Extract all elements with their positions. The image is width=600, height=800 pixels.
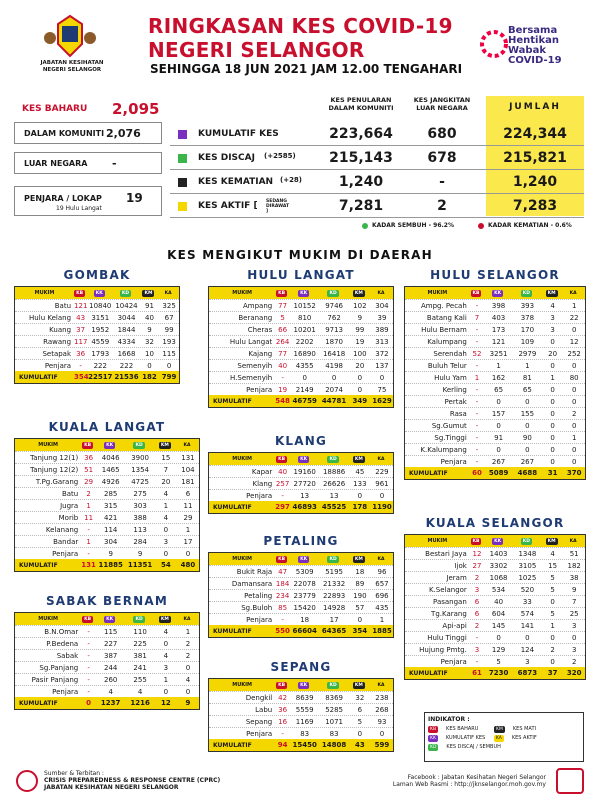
district-title: GOMBAK <box>63 268 131 282</box>
tag-km: KM <box>354 556 363 562</box>
tag-kb: KB <box>278 290 286 296</box>
tag-kk: KK <box>106 616 114 622</box>
table-row: Hulu Langat 264 2202 1870 19 313 <box>209 335 393 347</box>
table-row: Ampang 77 10152 9746 102 304 <box>209 299 393 311</box>
rate-sembuh: KADAR SEMBUH - 96.2% <box>362 222 454 229</box>
table-row: Penjara - 5 3 0 2 <box>405 655 585 667</box>
table-row: Penjara - 4 4 0 0 <box>15 685 199 697</box>
district-title: HULU SELANGOR <box>430 268 560 282</box>
stat-luar: - <box>439 174 445 190</box>
district-table <box>208 286 394 408</box>
table-row: Penjara - 222 222 0 0 <box>15 359 179 371</box>
stat-color-icon <box>178 130 187 139</box>
table-row: Rawang 117 4559 4334 32 193 <box>15 335 179 347</box>
district-table <box>404 534 586 680</box>
table-row: Penjara 19 2149 2074 0 75 <box>209 383 393 395</box>
tag-km: KM <box>144 290 153 296</box>
rate-kematian: KADAR KEMATIAN - 0.6% <box>478 222 572 229</box>
table-row: Sg.Panjang - 244 241 3 0 <box>15 661 199 673</box>
tag-kd: KD <box>121 290 130 296</box>
tag-km: KM <box>160 616 169 622</box>
stat-komuniti: 1,240 <box>338 174 384 190</box>
table-row: Rasa - 157 155 0 2 <box>405 407 585 419</box>
table-row: Kelanang - 114 113 0 1 <box>15 523 199 535</box>
table-row: Hulu Bernam - 173 170 3 0 <box>405 323 585 335</box>
kumulatif-row: KUMULATIF 354 22517 21536 182 799 <box>15 371 179 383</box>
kumulatif-row: KUMULATIF 297 46893 45525 178 1190 <box>209 501 393 513</box>
table-row: K.Selangor 3 534 520 5 9 <box>405 583 585 595</box>
col-luar: KES JANGKITAN LUAR NEGARA <box>413 96 471 112</box>
tag-kd: KD <box>522 538 530 544</box>
table-row: Petaling 234 23779 22893 190 696 <box>209 589 393 601</box>
tag-km: KM <box>547 538 556 544</box>
table-row: Penjara - 13 13 0 0 <box>209 489 393 501</box>
luar-value: - <box>112 157 117 170</box>
stat-jumlah: 1,240 <box>512 174 558 190</box>
col-jumlah: JUMLAH <box>509 102 561 112</box>
table-row: Bukit Raja 47 5309 5195 18 96 <box>209 565 393 577</box>
tag-kb: KB <box>84 616 92 622</box>
table-row: Buluh Telur - 1 1 0 0 <box>405 359 585 371</box>
district-title: KLANG <box>274 434 328 448</box>
table-row: Batu 2 285 275 4 6 <box>15 487 199 499</box>
tag-kk: KK <box>300 556 308 562</box>
district-title: SABAK BERNAM <box>45 594 169 608</box>
tag-ka: KA <box>377 290 385 296</box>
kes-baharu-value: 2,095 <box>112 100 160 118</box>
komuniti-label: DALAM KOMUNITI <box>24 129 105 138</box>
tag-ka: KA <box>164 290 172 296</box>
tag-kd: KD <box>329 682 337 688</box>
table-row: Kalumpang - 121 109 0 12 <box>405 335 585 347</box>
org-name: JABATAN KESIHATAN NEGERI SELANGOR <box>40 60 104 73</box>
table-row: Klang 257 27720 26626 133 961 <box>209 477 393 489</box>
tag-kb: KB <box>472 290 480 296</box>
table-row: Tanjung 12(2) 51 1465 1354 7 104 <box>15 463 199 475</box>
kumulatif-row: KUMULATIF 0 1237 1216 12 9 <box>15 697 199 709</box>
luar-label: LUAR NEGARA <box>24 159 88 168</box>
section-title: KES MENGIKUT MUKIM DI DAERAH <box>167 248 433 262</box>
district-title: HULU LANGAT <box>247 268 355 282</box>
tag-kd: KD <box>329 456 337 462</box>
table-row: Sg.Gumut - 0 0 0 0 <box>405 419 585 431</box>
kumulatif-row: KUMULATIF 548 46759 44781 349 1629 <box>209 395 393 407</box>
tag-kk: KK <box>95 290 103 296</box>
table-row: Beranang 5 810 762 9 39 <box>209 311 393 323</box>
tag-kd: KD <box>135 616 143 622</box>
kes-baharu-label: KES BAHARU <box>22 104 88 114</box>
table-header: MUKIM KB KK KD KM KA <box>209 287 393 299</box>
penjara-value: 19 <box>126 191 143 205</box>
tag-ka: KA <box>377 682 385 688</box>
tag-kb: KB <box>278 556 286 562</box>
stat-jumlah: 215,821 <box>503 150 567 166</box>
stat-color-icon <box>178 154 187 163</box>
tag-ka: KA <box>569 538 577 544</box>
table-row: Dengkil 42 8639 8369 32 238 <box>209 691 393 703</box>
tag-km: KM <box>354 682 363 688</box>
komuniti-value: 2,076 <box>106 127 141 140</box>
penjara-note: 19 Hulu Langat <box>56 205 102 212</box>
table-row: Sg.Buloh 85 15420 14928 57 435 <box>209 601 393 613</box>
district-table <box>14 438 200 572</box>
table-row: Kapar 40 19160 18886 45 229 <box>209 465 393 477</box>
district-table <box>14 286 180 384</box>
tag-kb: KB <box>76 290 84 296</box>
table-row: Semenyih 40 4355 4198 20 137 <box>209 359 393 371</box>
tag-ka: KA <box>183 442 191 448</box>
table-row: Ampg. Pecah - 398 393 4 1 <box>405 299 585 311</box>
col-komuniti: KES PENULARAN DALAM KOMUNITI <box>328 96 394 112</box>
tag-kb: KB <box>472 538 480 544</box>
kumulatif-row: KUMULATIF 61 7230 6873 37 320 <box>405 667 585 679</box>
tag-ka: KA <box>377 456 385 462</box>
footer-left: Sumber & Terbitan : CRISIS PREPAREDNESS & RESPONSE CENTRE (CPRC) JABATAN KESIHATAN NEGERI SELANGOR <box>44 770 221 791</box>
table-row: Tanjung 12(1) 36 4046 3900 15 131 <box>15 451 199 463</box>
stat-komuniti: 223,664 <box>329 126 393 142</box>
stat-row <box>170 124 584 146</box>
tag-kd: KD <box>522 290 530 296</box>
table-header: MUKIM KB KK KD KM KA <box>209 453 393 465</box>
table-row: Penjara - 267 267 0 0 <box>405 455 585 467</box>
tag-kb: KB <box>278 682 286 688</box>
table-header: MUKIM KB KK KD KM KA <box>209 553 393 565</box>
page-title: RINGKASAN KES COVID-19 <box>148 14 453 38</box>
tag-kd: KD <box>135 442 143 448</box>
stat-luar: 680 <box>427 126 457 142</box>
district-title: SEPANG <box>270 660 332 674</box>
table-header: MUKIM KB KK KD KM KA <box>15 613 199 625</box>
tag-kk: KK <box>300 290 308 296</box>
table-row: Batu 121 10840 10424 91 325 <box>15 299 179 311</box>
table-header: MUKIM KB KK KD KM KA <box>15 439 199 451</box>
table-row: Pasangan 6 40 33 0 7 <box>405 595 585 607</box>
stat-label: KES AKTIF [ <box>198 201 258 211</box>
stat-extra: (+28) <box>280 176 303 184</box>
jkn-logo <box>556 768 584 794</box>
stat-komuniti: 215,143 <box>329 150 393 166</box>
campaign-logo: Bersama Hentikan Wabak COVID-19 <box>480 20 590 72</box>
stat-extra: (+2585) <box>264 152 296 160</box>
tag-km: KM <box>547 290 556 296</box>
page-title-2: NEGERI SELANGOR <box>148 38 365 62</box>
tag-kk: KK <box>106 442 114 448</box>
tag-kk: KK <box>300 456 308 462</box>
table-row: Penjara - 18 17 0 1 <box>209 613 393 625</box>
table-row: Jeram 2 1068 1025 5 38 <box>405 571 585 583</box>
table-row: Hulu Yam 1 162 81 1 80 <box>405 371 585 383</box>
tag-kk: KK <box>494 290 502 296</box>
district-title: KUALA LANGAT <box>48 420 166 434</box>
district-table <box>208 452 394 514</box>
stat-label: KES KEMATIAN <box>198 177 274 187</box>
table-row: Bandar 1 304 284 3 17 <box>15 535 199 547</box>
district-table <box>14 612 200 710</box>
table-row: K.Kalumpang - 0 0 0 0 <box>405 443 585 455</box>
stat-luar: 678 <box>427 150 457 166</box>
table-row: Sepang 16 1169 1071 5 93 <box>209 715 393 727</box>
tag-km: KM <box>354 290 363 296</box>
table-row: Penjara - 83 83 0 0 <box>209 727 393 739</box>
tag-kk: KK <box>494 538 502 544</box>
district-table <box>208 678 394 752</box>
district-title: KUALA SELANGOR <box>425 516 565 530</box>
stat-row <box>170 196 584 218</box>
penjara-label: PENJARA / LOKAP <box>24 194 102 203</box>
table-header: MUKIM KB KK KD KM KA <box>209 679 393 691</box>
tag-kk: KK <box>300 682 308 688</box>
stat-jumlah: 7,283 <box>512 198 558 214</box>
table-row: Pasir Panjang - 260 255 1 4 <box>15 673 199 685</box>
tag-kb: KB <box>278 456 286 462</box>
tag-kd: KD <box>329 556 337 562</box>
tag-km: KM <box>354 456 363 462</box>
table-row: Kajang 77 16890 16418 100 372 <box>209 347 393 359</box>
table-row: Cheras 66 10201 9713 99 389 <box>209 323 393 335</box>
table-row: Damansara 184 22078 21332 89 657 <box>209 577 393 589</box>
stat-komuniti: 7,281 <box>338 198 384 214</box>
stat-label: KES DISCAJ <box>198 153 255 163</box>
table-row: Hulu Tinggi - 0 0 0 0 <box>405 631 585 643</box>
tag-kd: KD <box>329 290 337 296</box>
tag-km: KM <box>160 442 169 448</box>
crest-logo <box>42 14 98 58</box>
table-row: Ijok 27 3302 3105 15 182 <box>405 559 585 571</box>
kumulatif-row: KUMULATIF 60 5089 4688 31 370 <box>405 467 585 479</box>
kumulatif-row: KUMULATIF 131 11885 11351 54 480 <box>15 559 199 571</box>
table-row: Hujung Pmtg. 3 129 124 2 3 <box>405 643 585 655</box>
table-row: Jugra 1 315 303 1 11 <box>15 499 199 511</box>
table-header: MUKIM KB KK KD KM KA <box>15 287 179 299</box>
table-row: Setapak 36 1793 1668 10 115 <box>15 347 179 359</box>
kumulatif-row: KUMULATIF 550 66604 64365 354 1885 <box>209 625 393 637</box>
stat-color-icon <box>178 178 187 187</box>
tag-ka: KA <box>183 616 191 622</box>
district-title: PETALING <box>263 534 339 548</box>
table-row: Penjara - 9 9 0 0 <box>15 547 199 559</box>
table-header: MUKIM KB KK KD KM KA <box>405 535 585 547</box>
table-row: Kuang 37 1952 1844 9 99 <box>15 323 179 335</box>
table-row: Labu 36 5559 5285 6 268 <box>209 703 393 715</box>
stat-extra: SEDANG DIRAWAT ] <box>266 199 290 214</box>
table-row: Morib 11 421 388 4 29 <box>15 511 199 523</box>
cprc-logo <box>16 770 38 792</box>
stat-color-icon <box>178 202 187 211</box>
table-row: Hulu Kelang 43 3151 3044 40 67 <box>15 311 179 323</box>
district-table <box>208 552 394 638</box>
tag-ka: KA <box>569 290 577 296</box>
table-row: Kerling - 65 65 0 0 <box>405 383 585 395</box>
stat-luar: 2 <box>437 198 447 214</box>
table-row: Api-api 2 145 141 1 3 <box>405 619 585 631</box>
tag-ka: KA <box>377 556 385 562</box>
stat-row <box>170 172 584 194</box>
table-row: T.Pg.Garang 29 4926 4725 20 181 <box>15 475 199 487</box>
table-row: Batang Kali 7 403 378 3 22 <box>405 311 585 323</box>
footer-right: Facebook : Jabatan Kesihatan Negeri Selangor Laman Web Rasmi : http://jknselangor.moh.gov.my <box>392 774 546 788</box>
table-row: Serendah 52 3251 2979 20 252 <box>405 347 585 359</box>
kumulatif-row: KUMULATIF 94 15450 14808 43 599 <box>209 739 393 751</box>
indikator-legend: INDIKATOR : KB KES BAHARU KM KES MATI KK KUMULATIF KES KA KES AKTIF KD KES DISCAJ / SEMBUH <box>424 712 584 762</box>
table-row: P.Bedena - 227 225 0 2 <box>15 637 199 649</box>
stat-row <box>170 148 584 170</box>
table-row: Pertak - 0 0 0 0 <box>405 395 585 407</box>
table-row: B.N.Omar - 115 110 4 1 <box>15 625 199 637</box>
table-header: MUKIM KB KK KD KM KA <box>405 287 585 299</box>
table-row: Tg.Karang 6 604 574 5 25 <box>405 607 585 619</box>
page-subtitle: SEHINGGA 18 JUN 2021 JAM 12.00 TENGAHARI <box>150 62 463 76</box>
table-row: Bestari Jaya 12 1403 1348 4 51 <box>405 547 585 559</box>
stat-jumlah: 224,344 <box>503 126 567 142</box>
stat-label: KUMULATIF KES <box>198 129 279 139</box>
district-table <box>404 286 586 480</box>
tag-kb: KB <box>84 442 92 448</box>
table-row: Sabak - 387 381 4 2 <box>15 649 199 661</box>
table-row: H.Semenyih - 0 0 0 0 <box>209 371 393 383</box>
table-row: Sg.Tinggi - 91 90 0 1 <box>405 431 585 443</box>
